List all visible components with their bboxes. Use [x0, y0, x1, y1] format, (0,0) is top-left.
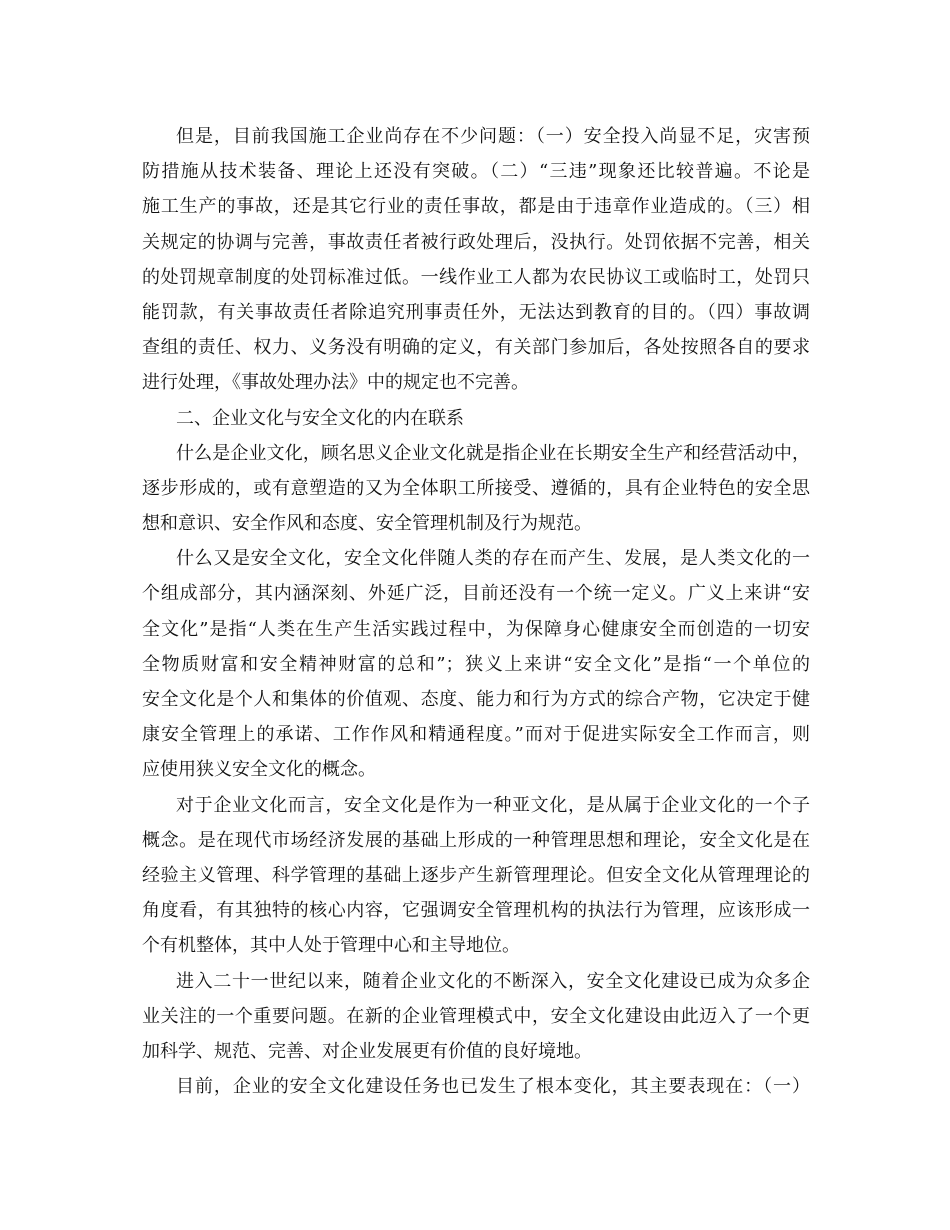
text-line: 加科学、规范、完善、对企业发展更有价值的良好境地。	[142, 1040, 592, 1062]
text-line: 业关注的一个重要问题。在新的企业管理模式中，安全文化建设由此迈入了一个更	[142, 1005, 810, 1027]
text-line: 能罚款，有关事故责任者除追究刑事责任外，无法达到教育的目的。（四）事故调	[142, 301, 810, 323]
text-line: 逐步形成的，或有意塑造的又为全体职工所接受、遵循的，具有企业特色的安全思	[142, 477, 810, 499]
text-line: 全文化”是指“人类在生产生活实践过程中，为保障身心健康安全而创造的一切安	[142, 618, 810, 640]
text-line: 防措施从技术装备、理论上还没有突破。（二）“三违”现象还比较普遍。不论是	[142, 161, 810, 183]
text-line: 进入二十一世纪以来，随着企业文化的不断深入，安全文化建设已成为众多企	[176, 970, 810, 992]
paragraph-current-tasks	[142, 1069, 810, 1104]
document-body	[142, 119, 810, 1104]
text-line: 个有机整体，其中人处于管理中心和主导地位。	[142, 935, 520, 957]
text-line: 查组的责任、权力、义务没有明确的定义，有关部门参加后，各处按照各自的要求	[142, 337, 810, 359]
text-line: 应使用狭义安全文化的概念。	[142, 759, 376, 781]
section-heading-text: 二、企业文化与安全文化的内在联系	[176, 407, 464, 429]
text-line: 的处罚规章制度的处罚标准过低。一线作业工人都为农民协议工或临时工，处罚只	[142, 266, 810, 288]
text-line: 什么又是安全文化，安全文化伴随人类的存在而产生、发展，是人类文化的一	[176, 548, 810, 570]
paragraph-corporate-culture	[142, 436, 810, 542]
text-line: 康安全管理上的承诺、工作作风和精通程度。”而对于促进实际安全工作而言，则	[142, 724, 810, 746]
paragraph-subculture	[142, 788, 810, 964]
text-line: 想和意识、安全作风和态度、安全管理机制及行为规范。	[142, 513, 592, 535]
text-line: 什么是企业文化，顾名思义企业文化就是指企业在长期安全生产和经营活动中，	[176, 442, 810, 464]
text-line: 全物质财富和安全精神财富的总和”；狭义上来讲“安全文化”是指“一个单位的	[142, 653, 810, 675]
paragraph-problems	[142, 119, 810, 401]
text-line: 安全文化是个人和集体的价值观、态度、能力和行为方式的综合产物，它决定于健	[142, 689, 810, 710]
text-line: 对于企业文化而言，安全文化是作为一种亚文化，是从属于企业文化的一个子	[176, 794, 810, 816]
paragraph-safety-culture	[142, 541, 810, 787]
text-line: 经验主义管理、科学管理的基础上逐步产生新管理理论。但安全文化从管理理论的	[142, 864, 810, 886]
text-line: 进行处理，《事故处理办法》中的规定也不完善。	[142, 372, 529, 394]
text-line: 关规定的协调与完善，事故责任者被行政处理后，没执行。处罚依据不完善，相关	[142, 231, 810, 253]
paragraph-21st-century	[142, 964, 810, 1070]
text-line: 概念。是在现代市场经济发展的基础上形成的一种管理思想和理论，安全文化是在	[142, 829, 810, 851]
text-line: 角度看，有其独特的核心内容，它强调安全管理机构的执法行为管理，应该形成一	[142, 900, 810, 922]
section-heading	[142, 401, 810, 436]
text-line: 个组成部分，其内涵深刻、外延广泛，目前还没有一个统一定义。广义上来讲“安	[142, 583, 810, 605]
text-line: 但是，目前我国施工企业尚存在不少问题：（一）安全投入尚显不足，灾害预	[176, 126, 810, 147]
text-line: 目前，企业的安全文化建设任务也已发生了根本变化，其主要表现在：（一）	[176, 1076, 810, 1098]
text-line: 施工生产的事故，还是其它行业的责任事故，都是由于违章作业造成的。（三）相	[142, 196, 810, 218]
